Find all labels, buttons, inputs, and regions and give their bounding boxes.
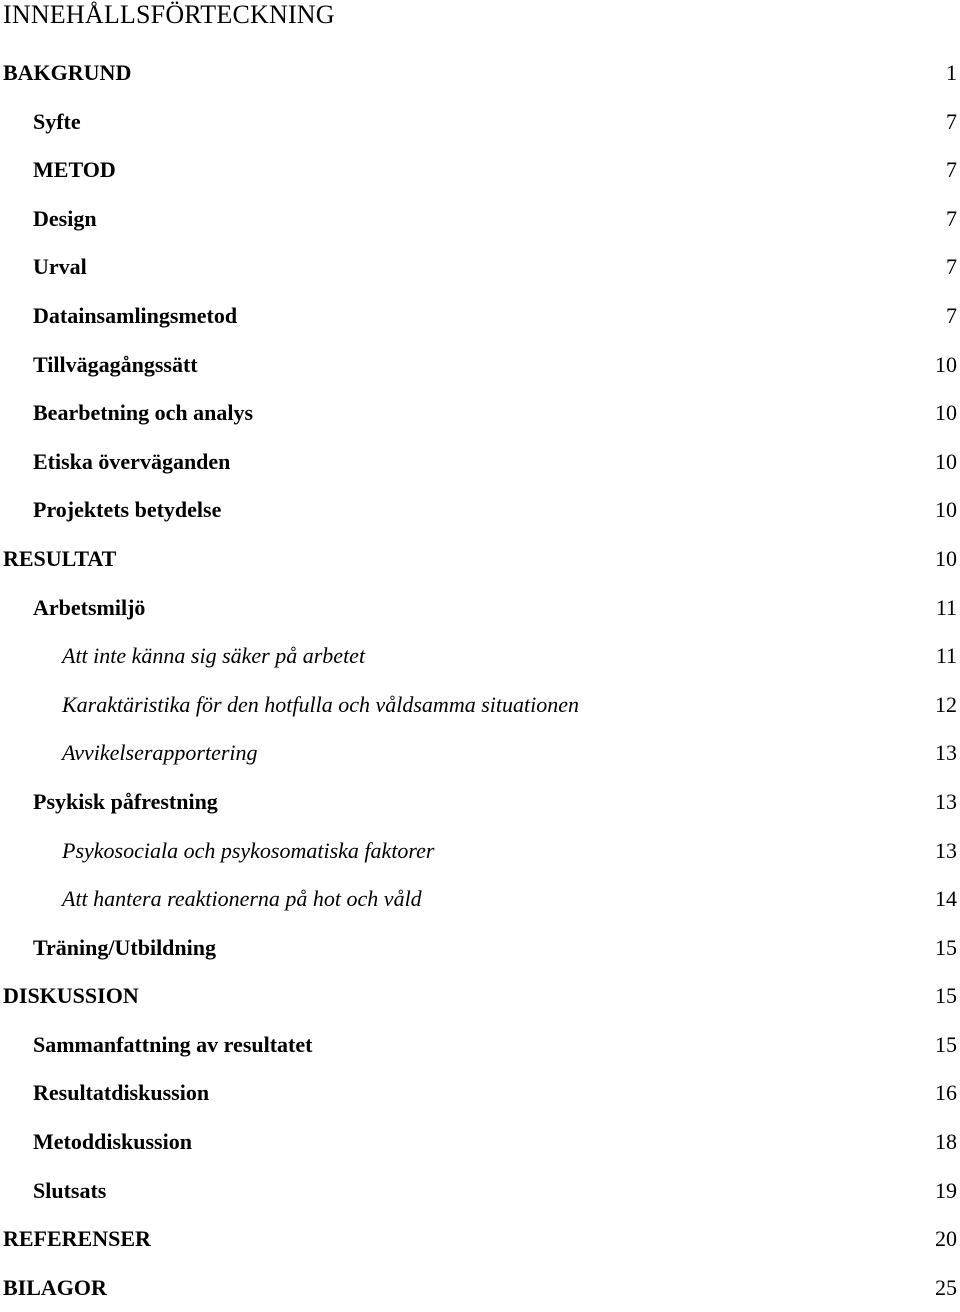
toc-entry[interactable] — [0, 827, 960, 876]
toc-entry-label: Tillvägagångssätt — [33, 351, 198, 377]
toc-entry-label: Design — [33, 205, 97, 231]
toc-entry-label: Psykosociala och psykosomatiska faktorer — [62, 837, 435, 863]
toc-entry[interactable] — [0, 1021, 960, 1070]
toc-entry[interactable] — [0, 146, 960, 195]
toc-entry-page-number: 7 — [946, 205, 957, 231]
toc-entry-label: Datainsamlingsmetod — [33, 302, 238, 328]
toc-entry[interactable] — [0, 729, 960, 778]
toc-entry[interactable] — [0, 98, 960, 147]
toc-entry-page-number: 18 — [935, 1129, 957, 1155]
toc-entry[interactable] — [0, 1069, 960, 1118]
toc-entry[interactable] — [0, 584, 960, 633]
toc-entry-label: Bearbetning och analys — [33, 400, 254, 426]
toc-entry-page-number: 7 — [946, 254, 957, 280]
toc-entry-page-number: 15 — [935, 983, 957, 1009]
toc-entry-label: Avvikelserapportering — [62, 740, 258, 766]
toc-entry-page-number: 10 — [935, 351, 957, 377]
toc-entry-page-number: 1 — [946, 60, 957, 85]
toc-entry-label: Psykisk påfrestning — [33, 788, 218, 814]
toc-entry-page-number: 13 — [935, 788, 957, 814]
toc-entry[interactable] — [0, 924, 960, 973]
toc-entry-page-number: 7 — [946, 108, 957, 134]
toc-entry-label: Projektets betydelse — [33, 497, 222, 523]
toc-title: INNEHÅLLSFÖRTECKNING — [3, 0, 335, 29]
toc-entry[interactable] — [0, 292, 960, 341]
toc-entry[interactable] — [0, 972, 960, 1021]
toc-entry-label: Syfte — [33, 108, 81, 134]
toc-entry[interactable] — [0, 875, 960, 924]
toc-entry[interactable] — [0, 195, 960, 244]
toc-entry-page-number: 10 — [935, 545, 957, 571]
toc-entry[interactable] — [0, 49, 960, 98]
toc-entry-label: Urval — [33, 254, 87, 280]
toc-entry-label: Resultatdiskussion — [33, 1080, 210, 1106]
toc-entry-label: Träning/Utbildning — [33, 934, 216, 960]
toc-entry[interactable] — [0, 681, 960, 730]
toc-entry-label: Arbetsmiljö — [33, 594, 146, 620]
toc-entry-page-number: 15 — [935, 934, 957, 960]
toc-entry[interactable] — [0, 1118, 960, 1167]
toc-entry-label: Metoddiskussion — [33, 1129, 192, 1155]
toc-entry-page-number: 10 — [935, 497, 957, 523]
toc-entry-page-number: 7 — [946, 157, 957, 183]
toc-entry-label: Sammanfattning av resultatet — [33, 1031, 313, 1057]
toc-entry-page-number: 10 — [935, 448, 957, 474]
toc-entry-page-number: 11 — [935, 643, 957, 669]
toc-entry[interactable] — [0, 438, 960, 487]
toc-entry-page-number: 19 — [935, 1177, 957, 1203]
toc-entry[interactable] — [0, 1167, 960, 1216]
toc-entry[interactable] — [0, 1264, 960, 1312]
toc-entry-page-number: 13 — [935, 740, 957, 766]
toc-entry-page-number: 10 — [935, 400, 957, 426]
toc-entry-label: Slutsats — [33, 1177, 107, 1203]
toc-entry-label: RESULTAT — [3, 545, 117, 571]
toc-entry-label: BAKGRUND — [3, 60, 132, 85]
toc-entry-page-number: 13 — [935, 837, 957, 863]
toc-entry-page-number: 7 — [946, 302, 957, 328]
toc-entry[interactable] — [0, 389, 960, 438]
toc-entry[interactable] — [0, 1215, 960, 1264]
toc-entry-label: Etiska överväganden — [33, 448, 231, 474]
toc-entry-label: BILAGOR — [3, 1274, 107, 1300]
toc-entry[interactable] — [0, 632, 960, 681]
toc-entry-page-number: 11 — [935, 594, 957, 620]
toc-entry[interactable] — [0, 486, 960, 535]
toc-entry-label: METOD — [33, 157, 116, 183]
toc-entry-page-number: 12 — [935, 691, 957, 717]
toc-entry-page-number: 16 — [935, 1080, 957, 1106]
toc-entry-page-number: 14 — [935, 886, 957, 912]
toc-entry-page-number: 20 — [935, 1226, 957, 1252]
toc-entry[interactable] — [0, 778, 960, 827]
toc-entry-label: DISKUSSION — [3, 983, 139, 1009]
toc-list — [0, 49, 960, 1312]
toc-entry[interactable] — [0, 341, 960, 390]
toc-entry-label: REFERENSER — [3, 1226, 151, 1252]
toc-entry-label: Karaktäristika för den hotfulla och våldsamma situationen — [62, 691, 579, 717]
toc-entry[interactable] — [0, 243, 960, 292]
toc-entry-label: Att hantera reaktionerna på hot och våld — [62, 886, 422, 912]
toc-entry[interactable] — [0, 535, 960, 584]
toc-entry-label: Att inte känna sig säker på arbetet — [62, 643, 366, 669]
toc-entry-page-number: 25 — [935, 1274, 957, 1300]
toc-entry-page-number: 15 — [935, 1031, 957, 1057]
